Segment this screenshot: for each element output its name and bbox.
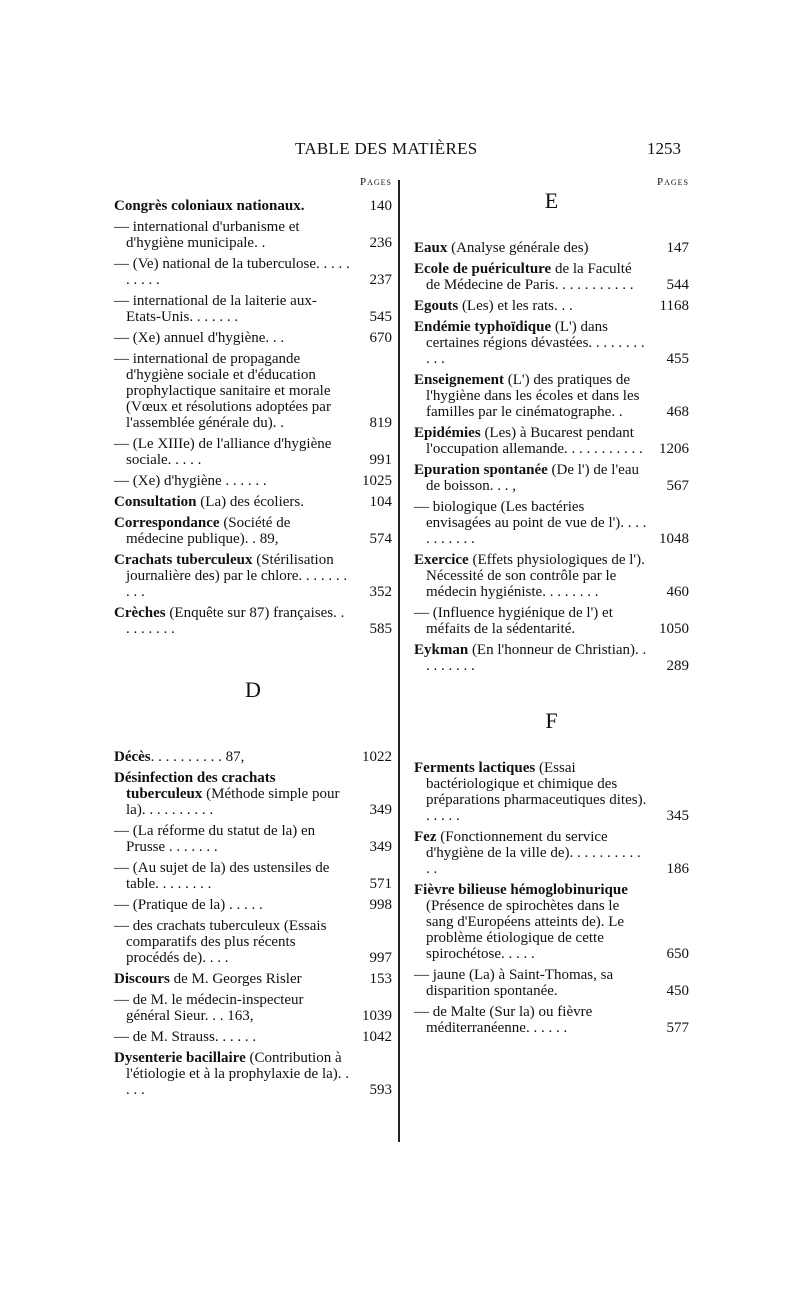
entry-description: (En l'honneur de Christian). . . . . . . . . xyxy=(426,642,647,674)
entry-page-number: 991 xyxy=(369,452,392,468)
entry-text xyxy=(114,918,356,966)
entries-e xyxy=(414,240,689,674)
entry-text xyxy=(414,499,653,547)
page-number: 1253 xyxy=(647,139,681,158)
entry-page-number: 349 xyxy=(369,802,392,818)
entry-page-number: 1050 xyxy=(659,621,689,637)
entry-text xyxy=(414,261,653,293)
entry-keyword: Fez xyxy=(414,829,437,845)
entry-description: — international de propagande d'hygiène sociale et d'éducation prophylactique sanitaire et morale (Vœux et résolutions adoptées par l'assemblée générale du). . xyxy=(114,351,331,431)
index-entry xyxy=(414,319,689,367)
entry-text xyxy=(114,770,356,818)
entry-text xyxy=(114,515,356,547)
entry-keyword: Epuration spontanée xyxy=(414,462,548,478)
entry-keyword: Consultation xyxy=(114,494,197,510)
entry-text xyxy=(114,992,356,1024)
entry-text xyxy=(414,425,653,457)
entry-keyword: Décès xyxy=(114,749,151,765)
entry-page-number: 997 xyxy=(369,950,392,966)
index-entry xyxy=(414,425,689,457)
entry-description: — biologique (Les bactéries envisagées au point de vue de l'). . . . . . . . . . . xyxy=(414,499,647,547)
entry-description: (Présence de spirochètes dans le sang d'Européens atteints de). Le problème étiologique de cette spirochétose. . . . . xyxy=(426,898,625,962)
index-entry xyxy=(414,261,689,293)
entry-page-number: 1039 xyxy=(362,1008,392,1024)
index-entry xyxy=(114,1029,392,1045)
entry-keyword: Eaux xyxy=(414,240,448,256)
entry-description: — international de la laiterie aux-Etats-Unis. . . . . . . xyxy=(114,293,317,325)
entry-keyword: Dysenterie bacillaire xyxy=(114,1050,246,1066)
index-entry xyxy=(114,473,392,489)
entry-text xyxy=(414,240,653,256)
entry-description: (Les) et les rats. . . xyxy=(458,298,573,314)
entry-description: (L') dans certaines régions dévastées. . . . . . . . . . . xyxy=(426,319,645,367)
index-entry xyxy=(414,462,689,494)
entry-description: (Stérilisation journalière des) par le chlore. . . . . . . . . . xyxy=(126,552,348,600)
entry-text xyxy=(414,760,653,824)
page-header xyxy=(0,139,800,163)
entry-page-number: 345 xyxy=(666,808,689,824)
entry-page-number: 289 xyxy=(666,658,689,674)
entry-description: — (Pratique de la) . . . . . xyxy=(114,897,263,913)
entry-text xyxy=(414,967,653,999)
entry-text xyxy=(114,436,356,468)
entry-text xyxy=(114,219,356,251)
entry-text xyxy=(414,552,653,600)
entry-text xyxy=(114,198,356,214)
index-entry xyxy=(414,240,689,256)
entry-text xyxy=(114,605,356,637)
entry-keyword: Discours xyxy=(114,971,170,987)
entry-description: — de M. Strauss. . . . . . xyxy=(114,1029,257,1045)
section-letter-e: E xyxy=(544,188,559,213)
entry-text xyxy=(114,1029,356,1045)
index-entry xyxy=(114,1050,392,1098)
index-entry xyxy=(114,749,392,765)
entry-page-number: 450 xyxy=(666,983,689,999)
index-entry xyxy=(414,499,689,547)
entry-keyword: Désinfection des crachats tuberculeux xyxy=(114,770,276,802)
entry-text xyxy=(114,971,356,987)
entry-description: (L') des pratiques de l'hygiène dans les écoles et dans les familles par le cinématographe. . xyxy=(426,372,640,420)
entry-page-number: 186 xyxy=(666,861,689,877)
entry-description: — (Influence hygiénique de l') et méfaits de la sédentarité. xyxy=(414,605,613,637)
entry-description: (Fonctionnement du service d'hygiène de la ville de). . . . . . . . . . . . xyxy=(426,829,641,877)
entry-description: — (Au sujet de la) des ustensiles de table. . . . . . . . xyxy=(114,860,330,892)
entry-text xyxy=(114,473,356,489)
section-letter-f: F xyxy=(545,708,558,733)
entry-page-number: 545 xyxy=(369,309,392,325)
index-entry xyxy=(114,293,392,325)
running-title: TABLE DES MATIÈRES xyxy=(295,139,478,158)
index-entry xyxy=(114,552,392,600)
entry-page-number: 460 xyxy=(666,584,689,600)
pages-label: Pages xyxy=(359,176,392,188)
entry-page-number: 140 xyxy=(369,198,392,214)
entry-page-number: 1048 xyxy=(659,531,689,547)
entry-keyword: Fièvre bilieuse hémoglobinurique xyxy=(414,882,628,898)
entry-text xyxy=(414,882,653,962)
index-entry xyxy=(414,605,689,637)
index-entry xyxy=(414,882,689,962)
entry-description: (Essai bactériologique et chimique des préparations pharmaceutiques dites). . . . . . xyxy=(426,760,647,824)
index-entry xyxy=(114,219,392,251)
entry-page-number: 670 xyxy=(369,330,392,346)
entry-text xyxy=(114,293,356,325)
entry-keyword: Egouts xyxy=(414,298,459,314)
index-entry xyxy=(114,198,392,214)
index-entry xyxy=(414,760,689,824)
entry-keyword: Congrès coloniaux nationaux. xyxy=(114,198,305,214)
entry-page-number: 577 xyxy=(666,1020,689,1036)
entry-text xyxy=(414,319,653,367)
index-entry xyxy=(114,992,392,1024)
entry-text xyxy=(114,552,356,600)
entry-keyword: Exercice xyxy=(414,552,469,568)
index-entry xyxy=(414,967,689,999)
left-column xyxy=(114,176,392,1103)
entry-keyword: Crachats tuberculeux xyxy=(114,552,253,568)
entry-page-number: 593 xyxy=(369,1082,392,1098)
entry-page-number: 585 xyxy=(369,621,392,637)
index-entry xyxy=(114,823,392,855)
entry-keyword: Epidémies xyxy=(414,425,481,441)
entry-description: (La) des écoliers. xyxy=(196,494,304,510)
entry-description: — des crachats tuberculeux (Essais comparatifs des plus récents procédés de). . . . xyxy=(114,918,327,966)
index-entry xyxy=(414,552,689,600)
entry-text xyxy=(114,494,356,510)
entry-description: . . . . . . . . . . 87, xyxy=(150,749,245,765)
entry-description: — (La réforme du statut de la) en Prusse . . . . . . . xyxy=(114,823,316,855)
entries-d xyxy=(114,749,392,1098)
entry-page-number: 998 xyxy=(369,897,392,913)
entry-text xyxy=(414,462,653,494)
index-entry xyxy=(114,897,392,913)
entry-page-number: 650 xyxy=(666,946,689,962)
entry-text xyxy=(114,330,356,346)
entry-text xyxy=(114,823,356,855)
entry-text xyxy=(414,1004,653,1036)
entry-page-number: 352 xyxy=(369,584,392,600)
entry-text xyxy=(414,298,653,314)
entry-text xyxy=(414,372,653,420)
entry-description: (Méthode simple pour la). . . . . . . . . . xyxy=(126,786,340,818)
entry-page-number: 236 xyxy=(369,235,392,251)
entry-page-number: 455 xyxy=(666,351,689,367)
entry-page-number: 1022 xyxy=(362,749,392,765)
entry-keyword: Eykman xyxy=(414,642,469,658)
index-entry xyxy=(114,918,392,966)
section-letter-d: D xyxy=(245,677,261,702)
index-entry xyxy=(414,642,689,674)
entry-page-number: 237 xyxy=(369,272,392,288)
entry-description: — international d'urbanisme et d'hygiène municipale. . xyxy=(114,219,300,251)
index-entry xyxy=(414,829,689,877)
entry-page-number: 104 xyxy=(369,494,392,510)
entry-description: — de Malte (Sur la) ou fièvre méditerranéenne. . . . . . xyxy=(414,1004,593,1036)
right-column xyxy=(414,176,689,1041)
entry-description: (Contribution à l'étiologie et à la prophylaxie de la). . . . . xyxy=(126,1050,350,1098)
entry-page-number: 1168 xyxy=(659,298,689,314)
entry-description: (Enquête sur 87) françaises. . . . . . . . . xyxy=(126,605,345,637)
entry-keyword: Enseignement xyxy=(414,372,504,388)
entry-keyword: Correspondance xyxy=(114,515,220,531)
entry-page-number: 147 xyxy=(666,240,689,256)
entry-page-number: 567 xyxy=(666,478,689,494)
entry-page-number: 153 xyxy=(369,971,392,987)
entry-description: (Les) à Bucarest pendant l'occupation allemande. . . . . . . . . . . xyxy=(426,425,643,457)
entry-description: (Analyse générale des) xyxy=(447,240,589,256)
entry-text xyxy=(114,860,356,892)
entry-keyword: Endémie typhoïdique xyxy=(414,319,552,335)
entry-description: — (Xe) d'hygiène . . . . . . xyxy=(114,473,267,489)
entry-page-number: 574 xyxy=(369,531,392,547)
entry-description: — (Xe) annuel d'hygiène. . . xyxy=(114,330,285,346)
entry-description: de M. Georges Risler xyxy=(169,971,302,987)
entry-keyword: Crèches xyxy=(114,605,166,621)
index-entry xyxy=(114,256,392,288)
entry-text xyxy=(114,749,356,765)
index-entry xyxy=(414,298,689,314)
index-entry xyxy=(114,436,392,468)
entry-description: de la Faculté de Médecine de Paris. . . . . . . . . . . xyxy=(426,261,634,293)
entry-text xyxy=(114,256,356,288)
entry-text xyxy=(114,897,356,913)
index-entry xyxy=(114,351,392,431)
entry-text xyxy=(414,829,653,877)
index-entry xyxy=(114,494,392,510)
column-divider xyxy=(398,180,400,1142)
index-entry xyxy=(414,1004,689,1036)
entry-page-number: 1025 xyxy=(362,473,392,489)
entry-page-number: 819 xyxy=(369,415,392,431)
index-entry xyxy=(114,330,392,346)
entry-description: — de M. le médecin-inspecteur général Sieur. . . 163, xyxy=(114,992,304,1024)
index-entry xyxy=(114,860,392,892)
index-entry xyxy=(114,971,392,987)
entry-text xyxy=(414,605,653,637)
entry-description: — jaune (La) à Saint-Thomas, sa disparition spontanée. xyxy=(414,967,614,999)
entry-text xyxy=(114,351,356,431)
entry-page-number: 571 xyxy=(369,876,392,892)
entry-description: (Société de médecine publique). . 89, xyxy=(126,515,291,547)
entry-description: (Effets physiologiques de l'). Nécessité de son contrôle par le médecin hygiéniste. . . . . . . . xyxy=(426,552,645,600)
entry-page-number: 468 xyxy=(666,404,689,420)
entry-page-number: 1042 xyxy=(362,1029,392,1045)
pages-label: Pages xyxy=(656,176,689,188)
entry-description: — (Ve) national de la tuberculose. . . . . . . . . . xyxy=(114,256,350,288)
entry-page-number: 349 xyxy=(369,839,392,855)
entry-page-number: 544 xyxy=(666,277,689,293)
entry-keyword: Ferments lactiques xyxy=(414,760,536,776)
entry-text xyxy=(114,1050,356,1098)
index-entry xyxy=(114,605,392,637)
entry-keyword: Ecole de puériculture xyxy=(414,261,552,277)
entries-f xyxy=(414,760,689,1036)
index-entry xyxy=(114,770,392,818)
entry-description: — (Le XIIIe) de l'alliance d'hygiène sociale. . . . . xyxy=(114,436,332,468)
entry-description: (De l') de l'eau de boisson. . . , xyxy=(426,462,639,494)
index-entry xyxy=(414,372,689,420)
entries-c xyxy=(114,198,392,637)
index-entry xyxy=(114,515,392,547)
entry-page-number: 1206 xyxy=(659,441,689,457)
entry-text xyxy=(414,642,653,674)
